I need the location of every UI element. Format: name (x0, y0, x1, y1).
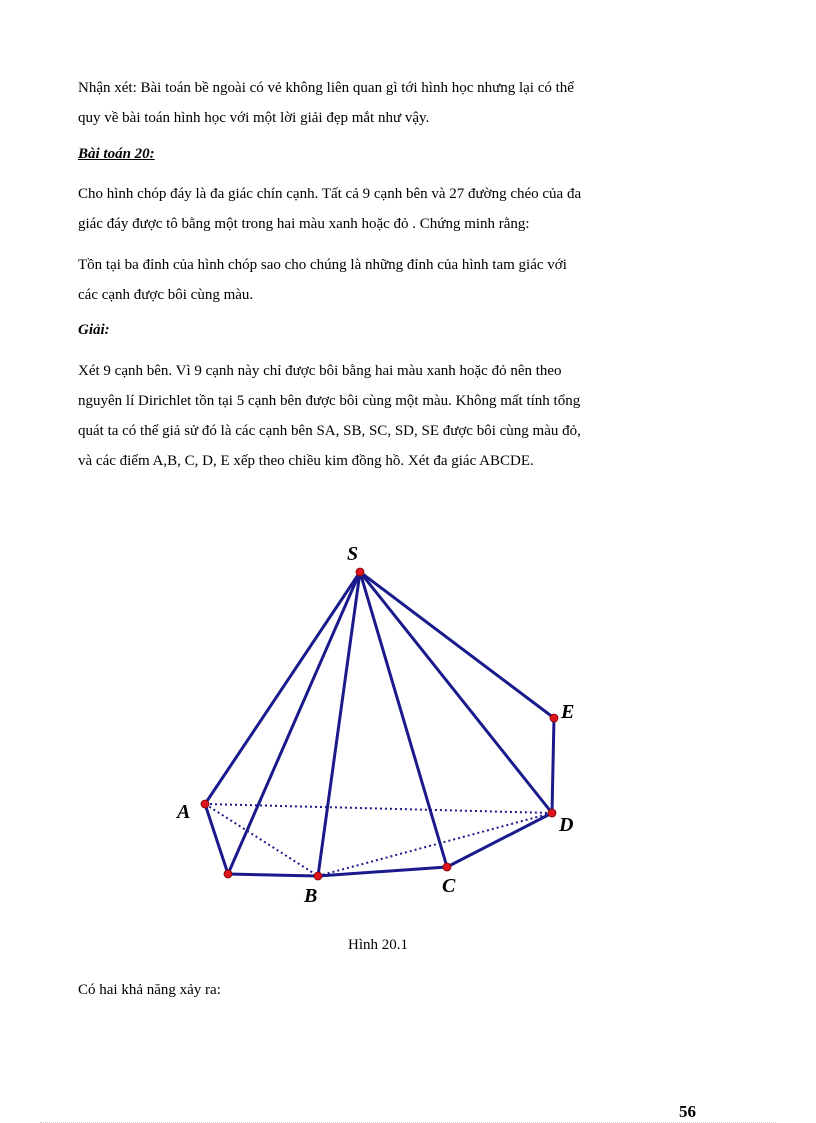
vertex-B-point (314, 872, 322, 880)
solution-line-2: nguyên lí Dirichlet tồn tại 5 cạnh bên được bôi cùng một màu. Không mất tính tổng (78, 393, 581, 409)
figure-caption: Hình 20.1 (348, 937, 408, 953)
solution-heading: Giải: (78, 322, 110, 338)
remark-line-2: quy về bài toán hình học với một lời giải đẹp mắt như vậy. (78, 110, 430, 126)
vertex-label-D: D (559, 814, 574, 836)
vertex-C-point (443, 863, 451, 871)
vertex-labels (175, 543, 574, 907)
vertex-label-B: B (304, 885, 318, 907)
diagonal-AB (205, 804, 318, 876)
edge-BC (318, 867, 447, 876)
vertex-label-S: S (347, 543, 359, 565)
page-number: 56 (679, 1102, 696, 1121)
vertex-label-A: A (177, 801, 191, 823)
closing-text: Có hai khả năng xảy ra: (78, 982, 221, 998)
edge-SA (205, 572, 360, 804)
edge-A-F (205, 804, 228, 874)
vertex-label-E: E (561, 701, 575, 723)
statement-line-2: giác đáy được tô bằng một trong hai màu xanh hoặc đỏ . Chứng minh rằng: (78, 216, 530, 232)
vertex-S-point (356, 568, 364, 576)
pyramid-figure (160, 530, 610, 915)
edge-F-B (228, 874, 318, 876)
statement-line-1: Cho hình chóp đáy là đa giác chín cạnh. Tất cả 9 cạnh bên và 27 đường chéo của đa (78, 186, 582, 202)
base-edges (205, 718, 554, 876)
vertex-A-point (201, 800, 209, 808)
solution-line-1: Xét 9 cạnh bên. Vì 9 cạnh này chỉ được bôi bằng hai màu xanh hoặc đỏ nên theo (78, 363, 562, 379)
vertex-label-C: C (442, 875, 456, 897)
remark-paragraph (78, 73, 698, 133)
vertex-D-point (548, 809, 556, 817)
edge-CD (447, 813, 552, 867)
vertex-E-point (550, 714, 558, 722)
remark-line-1: Nhận xét: Bài toán bề ngoài có vẻ không liên quan gì tới hình học nhưng lại có thể (78, 80, 574, 96)
problem-heading: Bài toán 20: (78, 146, 155, 162)
problem-claim (78, 250, 698, 310)
vertex-points (201, 568, 558, 880)
edge-SC (360, 572, 447, 867)
solution-line-3: quát ta có thể giả sử đó là các cạnh bên SA, SB, SC, SD, SE được bôi cùng màu đỏ, (78, 423, 581, 439)
solution-line-4: và các điểm A,B, C, D, E xếp theo chiều kim đồng hồ. Xét đa giác ABCDE. (78, 453, 534, 469)
claim-line-1: Tồn tại ba đỉnh của hình chóp sao cho chúng là những đỉnh của hình tam giác với (78, 257, 567, 273)
solution-paragraph (78, 356, 698, 476)
edge-DE (552, 718, 554, 813)
claim-line-2: các cạnh được bôi cùng màu. (78, 287, 254, 303)
problem-statement (78, 179, 698, 239)
vertex-F-point (224, 870, 232, 878)
edge-SD (360, 572, 552, 813)
lateral-edges (205, 572, 554, 876)
